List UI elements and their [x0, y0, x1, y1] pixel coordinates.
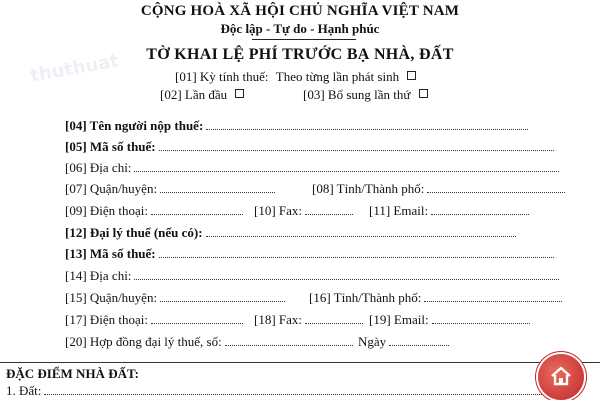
checkbox-01[interactable]: [407, 71, 416, 80]
field-19-input[interactable]: [432, 313, 530, 324]
field-20-label: [20] Hợp đồng đại lý thuế, số:: [65, 334, 222, 349]
field-08-input[interactable]: [427, 182, 565, 193]
field-07-input[interactable]: [160, 182, 275, 193]
section-divider: [0, 362, 600, 363]
field-07: [65, 181, 275, 197]
field-17: [65, 312, 243, 328]
field-04: [65, 118, 528, 134]
field-09-input[interactable]: [151, 204, 243, 215]
field-11: [369, 203, 529, 219]
field-03-label: [03] Bổ sung lần thứ: [303, 87, 411, 102]
field-13-label: [13] Mã số thuế:: [65, 246, 156, 261]
field-11-input[interactable]: [431, 204, 529, 215]
field-08-label: [08] Tỉnh/Thành phố:: [312, 181, 425, 196]
field-20-date-label: Ngày: [357, 334, 387, 349]
checkbox-03[interactable]: [419, 89, 428, 98]
field-18-input[interactable]: [305, 313, 363, 324]
field-04-input[interactable]: [206, 119, 528, 130]
field-06-label: [06] Địa chỉ:: [65, 160, 132, 175]
house-icon: [549, 364, 573, 388]
field-04-label: [04] Tên người nộp thuế:: [65, 118, 204, 133]
motto: Độc lập - Tự do - Hạnh phúc: [220, 21, 380, 36]
field-12-label: [12] Đại lý thuế (nếu có):: [65, 225, 203, 240]
section-item-1-label: 1. Đất:: [6, 383, 42, 398]
field-06-input[interactable]: [134, 161, 559, 172]
field-16-label: [16] Tỉnh/Thành phố:: [309, 290, 422, 305]
field-16-input[interactable]: [424, 291, 562, 302]
field-10-label: [10] Fax:: [254, 203, 303, 218]
field-06: [65, 160, 559, 176]
section-item-1: [6, 383, 564, 399]
form-title: TỜ KHAI LỆ PHÍ TRƯỚC BẠ NHÀ, ĐẤT: [146, 46, 454, 63]
field-02: [160, 87, 244, 103]
field-07-label: [07] Quận/huyện:: [65, 181, 158, 196]
field-09-label: [09] Điện thoại:: [65, 203, 149, 218]
field-09: [65, 203, 243, 219]
field-11-label: [11] Email:: [369, 203, 429, 218]
field-13: [65, 246, 554, 262]
field-12: [65, 225, 516, 241]
field-01-value: Theo từng lần phát sinh: [275, 69, 400, 84]
field-18-label: [18] Fax:: [254, 312, 303, 327]
field-05-input[interactable]: [159, 140, 554, 151]
field-17-label: [17] Điện thoại:: [65, 312, 149, 327]
field-14: [65, 268, 559, 284]
field-18: [254, 312, 363, 328]
field-08: [312, 181, 565, 197]
field-14-label: [14] Địa chỉ:: [65, 268, 132, 283]
field-15: [65, 290, 285, 306]
field-19-label: [19] Email:: [369, 312, 429, 327]
field-01: [175, 69, 416, 85]
field-05: [65, 139, 554, 155]
field-14-input[interactable]: [134, 269, 559, 280]
field-15-input[interactable]: [160, 291, 285, 302]
motto-underline: [252, 39, 356, 40]
field-19: [369, 312, 530, 328]
section-item-1-input[interactable]: [44, 384, 564, 395]
field-20: [65, 334, 449, 350]
checkbox-02[interactable]: [235, 89, 244, 98]
field-20-date-input[interactable]: [389, 335, 449, 346]
field-10-input[interactable]: [305, 204, 353, 215]
nation-header: CỘNG HOÀ XÃ HỘI CHỦ NGHĨA VIỆT NAM: [140, 3, 460, 19]
field-16: [309, 290, 562, 306]
watermark: thuthuat: [28, 50, 121, 87]
field-15-label: [15] Quận/huyện:: [65, 290, 158, 305]
field-12-input[interactable]: [206, 226, 516, 237]
field-03: [303, 87, 428, 103]
field-02-label: [02] Lần đầu: [160, 87, 228, 102]
site-logo: [538, 354, 584, 400]
field-05-label: [05] Mã số thuế:: [65, 139, 156, 154]
section-title: ĐẶC ĐIỂM NHÀ ĐẤT:: [6, 366, 140, 381]
field-10: [254, 203, 353, 219]
field-20-number-input[interactable]: [225, 335, 353, 346]
field-17-input[interactable]: [151, 313, 243, 324]
field-13-input[interactable]: [159, 247, 554, 258]
field-01-label: [01] Kỳ tính thuế:: [175, 69, 269, 84]
